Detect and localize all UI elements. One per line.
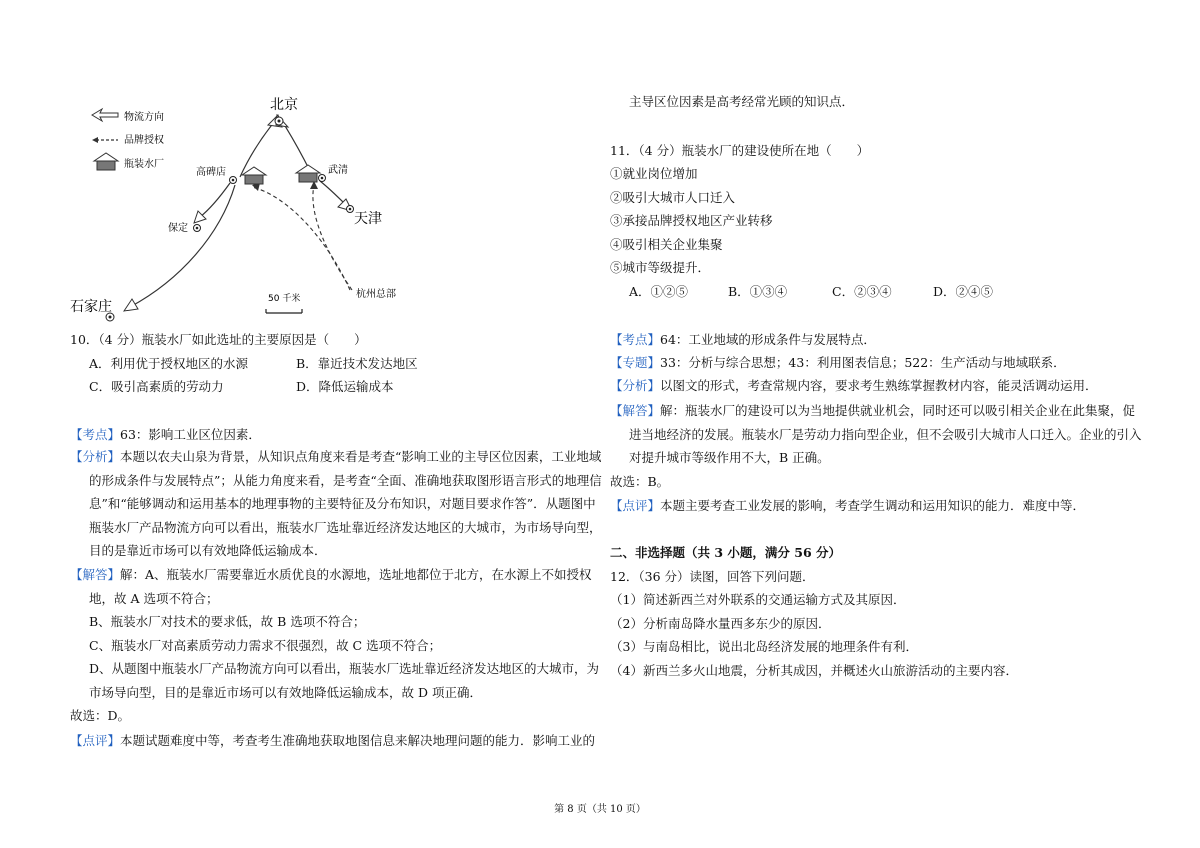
q10-dianping-line-0 [70,733,595,749]
q11-fenxi-text: 以图文的形式，考查常规内容，要求考生熟练掌握教材内容，能灵活调动运用． [660,378,1098,393]
page-footer: 第 8 页（共 10 页） [554,804,646,815]
factory-gaobeidian-icon [242,167,266,184]
q10-option-d: D．降低运输成本 [296,379,394,394]
q11-jieda-tag: 【解答】 [610,403,661,418]
q12-stem: 12．（36 分）读图，回答下列问题． [610,569,815,584]
q12-item-1: （1）简述新西兰对外联系的交通运输方式及其原因． [610,592,906,607]
legend [92,109,164,170]
q11-zhuanti-tag: 【专题】 [610,355,661,370]
q11-item-5: ⑤城市等级提升． [610,260,711,275]
map-figure [70,85,430,325]
q11-zhuanti [610,355,1066,371]
q11-stem: 11．（4 分）瓶装水厂的建设使所在地（ ） [610,143,870,158]
q11-item-1: ①就业岗位增加 [610,166,698,181]
q11-kaodian-text: 64：工业地域的形成条件与发展特点． [660,332,876,347]
section2-heading: 二、非选择题（共 3 小题，满分 56 分） [610,545,842,560]
q10-dianping-text-0: 本题试题难度中等，考查考生准确地获取地图信息来解决地理问题的能力．影响工业的 [120,733,596,748]
label-shijiazhuang: 石家庄 [70,299,112,315]
label-tianjin: 天津 [354,211,382,227]
q10-option-b: B．靠近技术发达地区 [296,356,418,371]
q11-kaodian-tag: 【考点】 [610,332,661,347]
q11-option-d: D．②④⑤ [933,284,994,299]
q10-jieda-line-1: 地，故 A 选项不符合； [89,591,219,606]
flow-arrow-gaobeidian-beijing [240,121,275,177]
flow-arrow-wuqing-tianjin [320,181,346,205]
q10-dianping-line-1: 主导区位因素是高考经常光顾的知识点． [629,94,855,109]
q12-item-3: （3）与南岛相比，说出北岛经济发展的地理条件有利． [610,639,918,654]
q10-dianping-tag: 【点评】 [70,733,121,748]
label-hangzhou: 杭州总部 [356,289,396,300]
q11-answer: 故选：B。 [610,474,670,489]
q10-jieda-tag: 【解答】 [70,567,121,582]
q10-fenxi-line-4: 目的是靠近市场可以有效地降低运输成本． [89,543,327,558]
legend-factory-label: 瓶装水厂 [124,159,164,170]
q11-jieda-line-1: 进当地经济的发展。瓶装水厂是劳动力指向型企业，但不会吸引大城市人口迁入。企业的引入 [629,427,1142,442]
q11-fenxi-tag: 【分析】 [610,378,661,393]
q11-item-3: ③承接品牌授权地区产业转移 [610,213,773,228]
q11-kaodian [610,332,876,348]
factory-wuqing-icon [296,165,320,182]
q10-fenxi-line-0 [70,449,601,465]
label-baoding: 保定 [168,223,188,234]
legend-flow-arrow-icon [92,109,118,121]
legend-flow-label: 物流方向 [124,112,164,123]
q10-fenxi-text-0: 本题以农夫山泉为背景，从知识点角度来看是考查“影响工业的主导区位因素，工业地域 [120,449,602,464]
q10-jieda-text-0: 解：A、瓶装水厂需要靠近水质优良的水源地，选址地都位于北方，在水源上不如授权 [120,567,592,582]
q12-item-2: （2）分析南岛降水量西多东少的原因． [610,616,831,631]
q11-option-c: C．②③④ [832,284,892,299]
q10-jieda-line-2: B、瓶装水厂对技术的要求低，故 B 选项不符合； [89,614,366,629]
scale-label: 50 千米 [268,294,301,304]
q11-zhuanti-text: 33：分析与综合思想；43：利用图表信息；522：生产活动与地域联系． [660,355,1066,370]
q11-fenxi [610,378,1098,394]
q11-option-a: A．①②⑤ [629,284,689,299]
q11-jieda-text-0: 解：瓶装水厂的建设可以为当地提供就业机会，同时还可以吸引相关企业在此集聚，促 [660,403,1136,418]
q10-stem: 10．（4 分）瓶装水厂如此选址的主要原因是（ ） [70,332,367,347]
q10-jieda-line-5: 市场导向型，目的是靠近市场可以有效地降低运输成本，故 D 项正确． [89,685,482,700]
q11-item-2: ②吸引大城市人口迁入 [610,190,736,205]
flow-arrow-wuqing-beijing [282,121,310,171]
legend-brand-label: 品牌授权 [124,135,164,146]
label-beijing: 北京 [270,97,298,113]
brand-line-hangzhou-gaobeidian [252,187,350,290]
q10-fenxi-tag: 【分析】 [70,449,121,464]
legend-factory-body-icon [97,161,115,170]
q11-dianping [610,498,1085,514]
q11-dianping-tag: 【点评】 [610,498,661,513]
q10-fenxi-line-1: 的形成条件与发展特点”；从能力角度来看，是考查“全面、准确地获取图形语言形式的地理信 [89,473,602,488]
label-wuqing: 武清 [328,165,348,176]
q10-answer: 故选：D。 [70,708,131,723]
flow-arrow-gaobeidian-shijiazhuang [130,185,235,307]
q11-option-b: B．①③④ [728,284,788,299]
q10-kaodian-text: 63：影响工业区位因素． [120,427,261,442]
q10-jieda-line-0 [70,567,592,583]
q11-item-4: ④吸引相关企业集聚 [610,237,723,252]
flow-arrow-gaobeidian-baoding [200,183,230,217]
legend-factory-icon [94,153,118,161]
q11-jieda-line-2: 对提升城市等级作用不大，B 正确。 [629,450,830,465]
q10-kaodian-tag: 【考点】 [70,427,121,442]
q11-dianping-text: 本题主要考查工业发展的影响，考查学生调动和运用知识的能力．难度中等． [660,498,1086,513]
label-gaobeidian: 高碑店 [196,167,226,178]
legend-brand-arrowhead-icon [92,137,98,143]
q10-option-a: A．利用优于授权地区的水源 [89,356,249,371]
q10-fenxi-line-2: 息”和“能够调动和运用基本的地理事物的主要特征及分布知识，对题目要求作答”．从题图中 [89,496,596,511]
q10-option-c: C．吸引高素质的劳动力 [89,379,224,394]
q10-kaodian [70,427,261,443]
arrowhead-shijiazhuang-icon [124,299,138,311]
q10-jieda-line-3: C、瓶装水厂对高素质劳动力需求不很强烈，故 C 选项不符合； [89,638,442,653]
q10-fenxi-line-3: 瓶装水厂产品物流方向可以看出，瓶装水厂选址靠近经济发达地区的大城市，为市场导向型， [89,520,602,535]
q12-item-4: （4）新西兰多火山地震，分析其成因，并概述火山旅游活动的主要内容． [610,663,1018,678]
q11-jieda-line-0 [610,403,1135,419]
q10-jieda-line-4: D、从题图中瓶装水厂产品物流方向可以看出，瓶装水厂选址靠近经济发达地区的大城市，为 [89,661,600,676]
